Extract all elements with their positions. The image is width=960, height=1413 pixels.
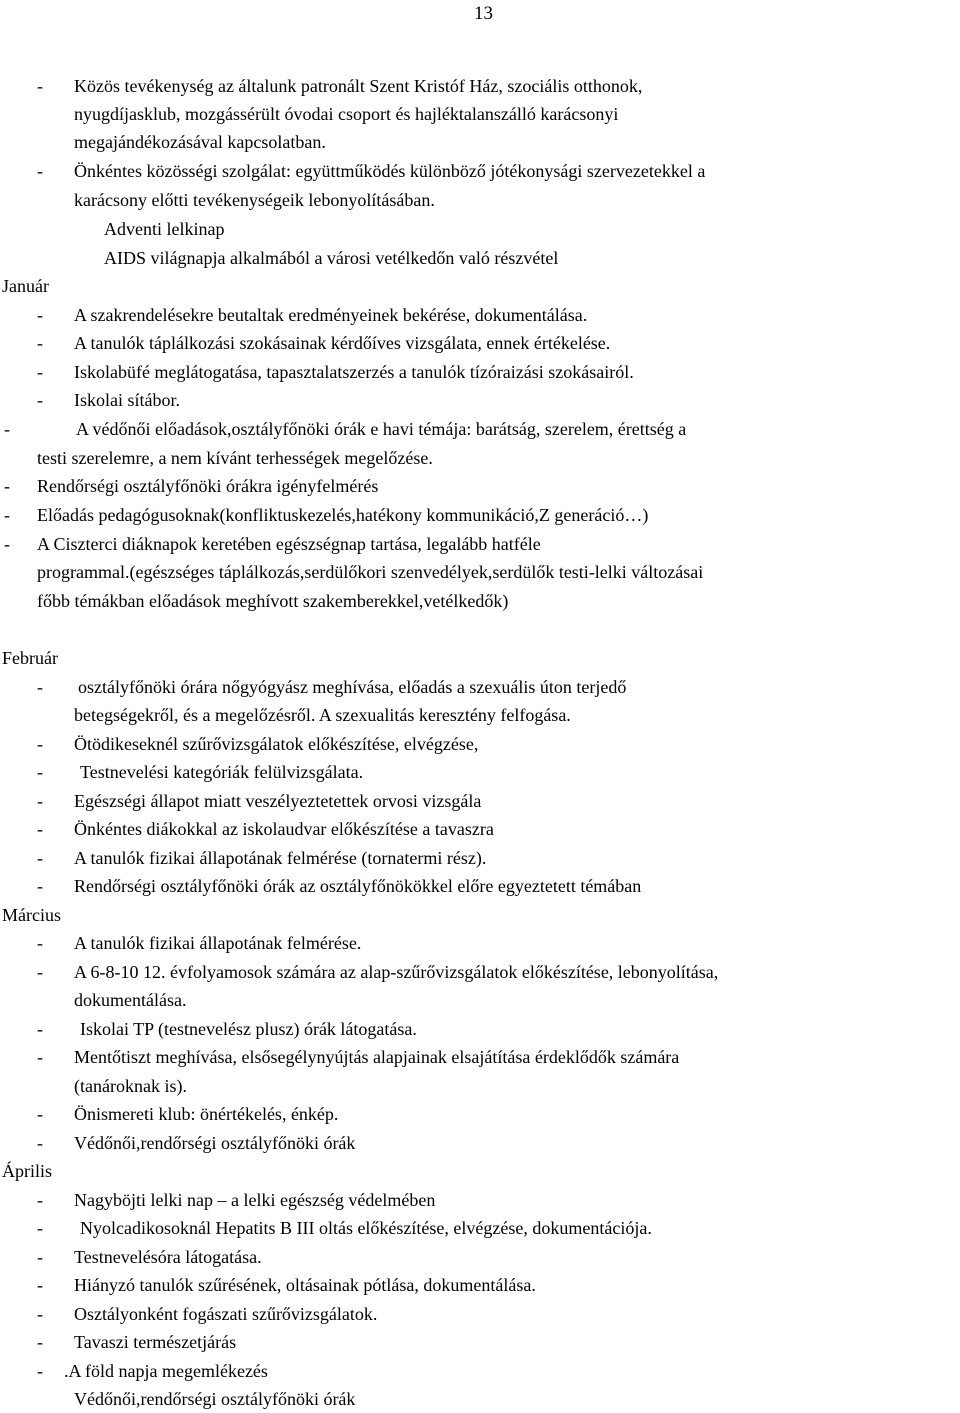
list-item	[0, 958, 960, 986]
line-text: nyugdíjasklub, mozgássérült óvodai csoport és hajléktalanszálló karácsonyi	[74, 104, 619, 124]
text-line	[0, 244, 960, 272]
list-item	[0, 72, 960, 100]
line-text: Rendőrségi osztályfőnöki órákra igényfelmérés	[37, 476, 379, 496]
line-text: Iskolai TP (testnevelész plusz) órák látogatása.	[80, 1019, 417, 1039]
line-text: Február	[2, 648, 58, 668]
line-text: karácsony előtti tevékenységeik lebonyolításában.	[74, 190, 435, 210]
list-bullet-dash: -	[37, 305, 43, 325]
line-text: Önismereti klub: önértékelés, énkép.	[74, 1104, 339, 1124]
list-bullet-dash: -	[37, 390, 43, 410]
list-bullet-dash: -	[37, 76, 43, 96]
list-bullet-dash: -	[37, 1190, 43, 1210]
line-text: (tanároknak is).	[74, 1076, 187, 1096]
list-bullet-dash: -	[37, 1019, 43, 1039]
line-text: dokumentálása.	[74, 990, 187, 1010]
list-bullet-dash: -	[37, 333, 43, 353]
list-bullet-dash: -	[37, 1218, 43, 1238]
list-bullet-dash: -	[37, 876, 43, 896]
line-text: Április	[2, 1161, 53, 1181]
list-item	[0, 472, 960, 500]
text-line	[0, 272, 960, 300]
list-item	[0, 329, 960, 357]
list-item	[0, 844, 960, 872]
list-item	[0, 157, 960, 185]
list-bullet-dash: -	[37, 1304, 43, 1324]
list-bullet-dash: -	[37, 161, 43, 181]
line-text: Osztályonként fogászati szűrővizsgálatok.	[74, 1304, 378, 1324]
text-line	[0, 1072, 960, 1100]
text-line	[0, 587, 960, 615]
line-text: Védőnői,rendőrségi osztályfőnöki órák	[74, 1133, 356, 1153]
list-item	[0, 815, 960, 843]
text-line	[0, 701, 960, 729]
line-text: Egészségi állapot miatt veszélyeztetettek orvosi vizsgála	[74, 791, 482, 811]
list-bullet-dash: -	[4, 419, 10, 439]
line-text: AIDS világnapja alkalmából a városi vetélkedőn való részvétel	[104, 248, 559, 268]
line-text: A Ciszterci diáknapok keretében egészségnap tartása, legalább hatféle	[37, 534, 541, 554]
line-text: Ötödikeseknél szűrővizsgálatok előkészítése, elvégzése,	[74, 734, 479, 754]
list-item	[0, 787, 960, 815]
list-bullet-dash: -	[37, 734, 43, 754]
line-text: Mentőtiszt meghívása, elsősegélynyújtás alapjainak elsajátítása érdeklődők számára	[74, 1047, 680, 1067]
list-item	[0, 1015, 960, 1043]
line-text: A tanulók fizikai állapotának felmérése.	[74, 933, 362, 953]
text-line	[0, 100, 960, 128]
list-item	[0, 501, 960, 529]
list-bullet-dash: -	[37, 1133, 43, 1153]
list-bullet-dash: -	[37, 1247, 43, 1267]
list-item	[0, 1357, 960, 1385]
line-text: megajándékozásával kapcsolatban.	[74, 132, 326, 152]
text-line	[0, 644, 960, 672]
list-item	[0, 1271, 960, 1299]
list-bullet-dash: -	[37, 791, 43, 811]
line-text: Testnevelésóra látogatása.	[74, 1247, 262, 1267]
list-item	[0, 1214, 960, 1242]
list-item	[0, 358, 960, 386]
list-item	[0, 872, 960, 900]
line-text: Adventi lelkinap	[104, 219, 225, 239]
list-bullet-dash: -	[37, 762, 43, 782]
list-bullet-dash: -	[37, 1332, 43, 1352]
text-line	[0, 215, 960, 243]
list-item	[0, 1043, 960, 1071]
line-text: betegségekről, és a megelőzésről. A szexualitás keresztény felfogása.	[74, 705, 571, 725]
list-bullet-dash: -	[37, 1104, 43, 1124]
text-line	[0, 558, 960, 586]
line-text: .A föld napja megemlékezés	[64, 1361, 268, 1381]
line-text: osztályfőnöki órára nőgyógyász meghívása, előadás a szexuális úton terjedő	[78, 677, 627, 697]
line-text: testi szerelemre, a nem kívánt terhességek megelőzése.	[37, 448, 433, 468]
list-item	[0, 386, 960, 414]
line-text: Nyolcadikosoknál Hepatits B III oltás előkészítése, elvégzése, dokumentációja.	[80, 1218, 652, 1238]
line-text: A szakrendelésekre beutaltak eredményeinek bekérése, dokumentálása.	[74, 305, 588, 325]
line-text: Önkéntes diákokkal az iskolaudvar előkészítése a tavaszra	[74, 819, 494, 839]
line-text: Január	[2, 276, 49, 296]
list-item	[0, 1129, 960, 1157]
list-bullet-dash: -	[37, 962, 43, 982]
text-line	[0, 128, 960, 156]
line-text: Nagyböjti lelki nap – a lelki egészség védelmében	[74, 1190, 436, 1210]
line-text: Közös tevékenység az általunk patronált Szent Kristóf Ház, szociális otthonok,	[74, 76, 643, 96]
line-text: A védőnői előadások,osztályfőnöki órák e havi témája: barátság, szerelem, érettség a	[76, 419, 687, 439]
list-bullet-dash: -	[4, 505, 10, 525]
text-line	[0, 186, 960, 214]
list-item	[0, 301, 960, 329]
list-item	[0, 1328, 960, 1356]
line-text: Iskolai sítábor.	[74, 390, 180, 410]
line-text: Védőnői,rendőrségi osztályfőnöki órák	[74, 1389, 356, 1409]
list-bullet-dash: -	[37, 1361, 43, 1381]
list-item	[0, 1186, 960, 1214]
line-text: főbb témákban előadások meghívott szakemberekkel,vetélkedők)	[37, 591, 509, 611]
text-line	[0, 1157, 960, 1185]
list-bullet-dash: -	[37, 1047, 43, 1067]
text-line	[0, 901, 960, 929]
list-item	[0, 1300, 960, 1328]
list-bullet-dash: -	[37, 819, 43, 839]
line-text: Önkéntes közösségi szolgálat: együttműködés különböző jótékonysági szervezetekkel a	[74, 161, 706, 181]
line-text: Testnevelési kategóriák felülvizsgálata.	[80, 762, 364, 782]
line-text: Tavaszi természetjárás	[74, 1332, 237, 1352]
list-bullet-dash: -	[37, 362, 43, 382]
list-item	[0, 730, 960, 758]
list-item	[0, 415, 960, 443]
line-text: Előadás pedagógusoknak(konfliktuskezelés,hatékony kommunikáció,Z generáció…)	[37, 505, 649, 525]
line-text: Iskolabüfé meglátogatása, tapasztalatszerzés a tanulók tízóraizási szokásairól.	[74, 362, 634, 382]
list-item	[0, 673, 960, 701]
line-text: A 6-8-10 12. évfolyamosok számára az alap-szűrővizsgálatok előkészítése, lebonyolítása,	[74, 962, 719, 982]
line-text: Rendőrségi osztályfőnöki órák az osztályfőnökökkel előre egyeztetett témában	[74, 876, 642, 896]
line-text: programmal.(egészséges táplálkozás,serdülőkori szenvedélyek,serdülők testi-lelki változásai	[37, 562, 704, 582]
list-item	[0, 929, 960, 957]
line-text: Hiányzó tanulók szűrésének, oltásainak pótlása, dokumentálása.	[74, 1275, 536, 1295]
list-bullet-dash: -	[37, 1275, 43, 1295]
line-text: A tanulók fizikai állapotának felmérése (tornatermi rész).	[74, 848, 487, 868]
list-bullet-dash: -	[4, 476, 10, 496]
page-number: 13	[474, 3, 493, 24]
list-bullet-dash: -	[37, 933, 43, 953]
list-item	[0, 530, 960, 558]
list-bullet-dash: -	[4, 534, 10, 554]
list-item	[0, 758, 960, 786]
list-item	[0, 1243, 960, 1271]
list-bullet-dash: -	[37, 677, 43, 697]
list-bullet-dash: -	[37, 848, 43, 868]
line-text: A tanulók táplálkozási szokásainak kérdőíves vizsgálata, ennek értékelése.	[74, 333, 611, 353]
text-line	[0, 444, 960, 472]
text-line	[0, 986, 960, 1014]
text-line	[0, 1385, 960, 1413]
list-item	[0, 1100, 960, 1128]
line-text: Március	[2, 905, 61, 925]
